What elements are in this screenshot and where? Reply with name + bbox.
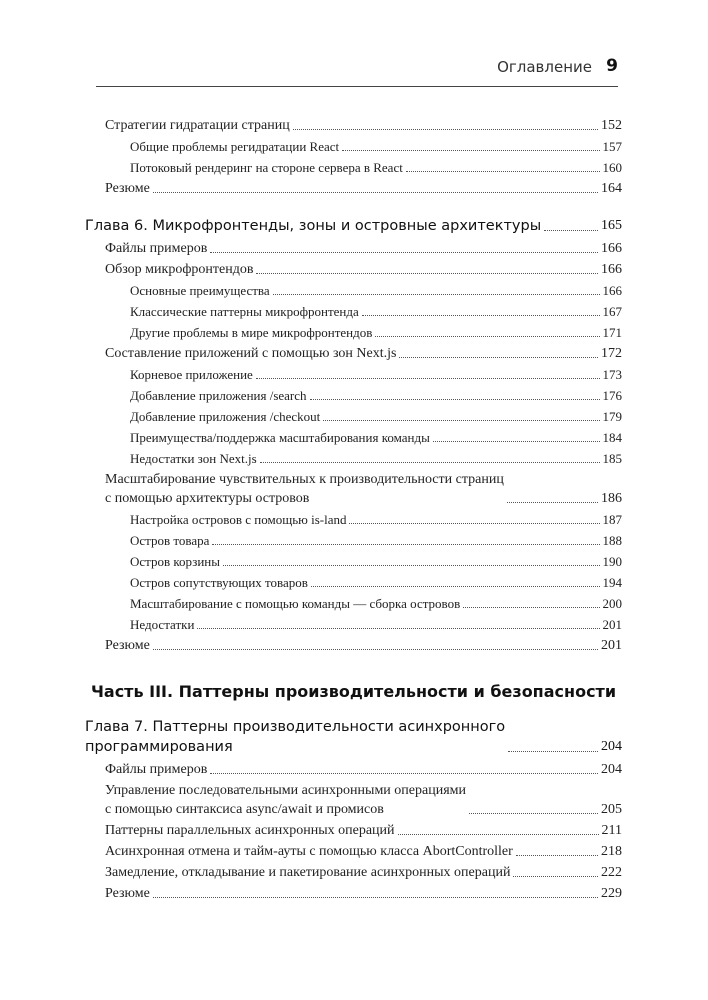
dot-leader [362,315,600,316]
toc-entry-page: 211 [601,823,622,838]
toc-entry-title: Преимущества/поддержка масштабирования команды [130,430,430,445]
toc-entry [85,179,622,198]
toc-entry [85,821,622,840]
toc-entry-page: 166 [601,262,622,277]
dot-leader [398,834,599,835]
toc-entry-title: Общие проблемы регидратации React [130,139,340,154]
toc-entry [85,510,622,529]
dot-leader [256,273,598,274]
toc-entry-page: 166 [601,241,622,256]
toc-entry [85,842,622,861]
toc-entry-page: 157 [602,139,622,154]
running-header-title: Оглавление [497,58,592,76]
toc-entry-title-line-1: Управление последовательными асинхронными операциями [105,783,466,798]
toc-entry [85,344,622,363]
toc-entry [85,239,622,258]
toc-entry-title: Резюме [105,638,150,653]
toc-entry-title: Резюме [105,886,150,901]
toc-entry-title: Асинхронная отмена и тайм-ауты с помощью класса AbortController [105,844,513,859]
chapter-title [85,717,505,757]
toc-entry-page: 173 [602,367,622,382]
page-number: 9 [606,56,618,76]
toc-entry-page: 171 [602,325,622,340]
toc-entry [85,760,622,779]
toc-entry-title: Паттерны параллельных асинхронных операций [105,823,395,838]
toc-entry-page: 222 [601,865,622,880]
toc-entry-title: Настройка островов с помощью is-land [130,512,347,527]
dot-leader [342,150,599,151]
chapter-6-heading [85,216,622,236]
toc-entry-title: Другие проблемы в мире микрофронтендов [130,325,373,340]
table-of-contents [85,116,622,905]
toc-entry [85,281,622,300]
dot-leader [197,628,599,629]
dot-leader [463,607,599,608]
toc-entry [85,449,622,468]
dot-leader [212,544,599,545]
dot-leader [210,252,598,253]
dot-leader [516,855,598,856]
toc-entry-title: Корневое приложение [130,367,253,382]
dot-leader [153,649,598,650]
toc-entry [85,428,622,447]
toc-entry-title: Остров сопутствующих товаров [130,575,308,590]
toc-entry-page: 218 [601,844,622,859]
toc-entry-title: Классические паттерны микрофронтенда [130,304,359,319]
toc-entry-page: 176 [602,388,622,403]
toc-entry [85,365,622,384]
dot-leader [508,751,598,752]
dot-leader [323,420,599,421]
toc-entry-title: Потоковый рендеринг на стороне сервера в React [130,160,403,175]
dot-leader [349,523,599,524]
chapter-page: 165 [601,218,622,233]
toc-entry [85,137,622,156]
toc-entry [85,116,622,135]
toc-entry-page: 187 [602,512,622,527]
toc-entry [85,323,622,342]
chapter-7-heading [85,717,622,757]
toc-entry-title: Недостатки [130,617,195,632]
dot-leader [544,230,598,231]
chapter-title-line-2: программирования [85,739,233,755]
dot-leader [513,876,598,877]
toc-entry-page: 200 [602,596,622,611]
toc-entry [85,158,622,177]
toc-entry [85,636,622,655]
toc-entry-title: Файлы примеров [105,241,208,256]
toc-entry-page: 185 [602,451,622,466]
dot-leader [153,192,598,193]
dot-leader [223,565,600,566]
toc-entry [85,594,622,613]
toc-entry [85,615,622,634]
toc-entry-title: Обзор микрофронтендов [105,262,254,277]
toc-entry-page: 201 [601,638,622,653]
toc-entry-page: 229 [601,886,622,901]
toc-entry-title: Файлы примеров [105,762,208,777]
chapter-title: Глава 6. Микрофронтенды, зоны и островные архитектуры [85,218,542,234]
toc-entry-title: Остров корзины [130,554,220,569]
toc-entry-title: Остров товара [130,533,210,548]
dot-leader [256,378,600,379]
toc-entry [85,552,622,571]
dot-leader [399,357,598,358]
toc-entry-title: Составление приложений с помощью зон Next.js [105,346,397,361]
toc-entry-title: Масштабирование с помощью команды — сборка островов [130,596,461,611]
toc-entry [85,260,622,279]
chapter-page: 204 [601,739,622,754]
toc-entry-title: Замедление, откладывание и пакетирование асинхронных операций [105,865,511,880]
toc-entry-page: 152 [601,118,622,133]
toc-entry-page: 194 [602,575,622,590]
toc-entry-title: Резюме [105,181,150,196]
page-header [96,56,618,82]
dot-leader [406,171,600,172]
toc-entry-title: Добавление приложения /checkout [130,409,321,424]
dot-leader [293,129,598,130]
dot-leader [260,462,600,463]
toc-entry-page: 164 [601,181,622,196]
dot-leader [153,897,598,898]
chapter-title-line-1: Глава 7. Паттерны производительности асинхронного [85,719,506,735]
toc-entry-page: 190 [602,554,622,569]
toc-entry-title [105,781,466,819]
toc-entry-title: Основные преимущества [130,283,270,298]
dot-leader [507,502,598,503]
dot-leader [311,586,600,587]
toc-entry-title-line-2: с помощью архитектуры островов [105,491,310,506]
header-rule [96,86,618,87]
toc-entry [85,863,622,882]
toc-entry [85,573,622,592]
toc-entry [85,407,622,426]
dot-leader [433,441,600,442]
toc-entry-title: Недостатки зон Next.js [130,451,257,466]
toc-entry-page: 160 [602,160,622,175]
dot-leader [210,773,598,774]
toc-entry-page: 186 [601,491,622,506]
toc-entry-page: 172 [601,346,622,361]
part-3-heading: Часть III. Паттерны производительности и безопасности [90,682,617,701]
toc-entry-page: 179 [602,409,622,424]
toc-entry-title: Стратегии гидратации страниц [105,118,290,133]
toc-entry-title-line-2: с помощью синтаксиса async/await и промисов [105,802,384,817]
dot-leader [375,336,599,337]
dot-leader [310,399,600,400]
toc-entry [85,884,622,903]
toc-entry-page: 205 [601,802,622,817]
toc-entry-title [105,470,504,508]
toc-entry [85,386,622,405]
toc-entry [85,470,622,508]
toc-entry-title-line-1: Масштабирование чувствительных к производительности страниц [105,472,504,487]
toc-entry [85,531,622,550]
toc-entry [85,302,622,321]
toc-entry-page: 166 [602,283,622,298]
dot-leader [469,813,598,814]
toc-entry-title: Добавление приложения /search [130,388,307,403]
toc-entry-page: 201 [602,617,622,632]
toc-entry-page: 204 [601,762,622,777]
dot-leader [273,294,600,295]
toc-entry-page: 188 [602,533,622,548]
toc-entry [85,781,622,819]
toc-entry-page: 167 [602,304,622,319]
toc-entry-page: 184 [602,430,622,445]
